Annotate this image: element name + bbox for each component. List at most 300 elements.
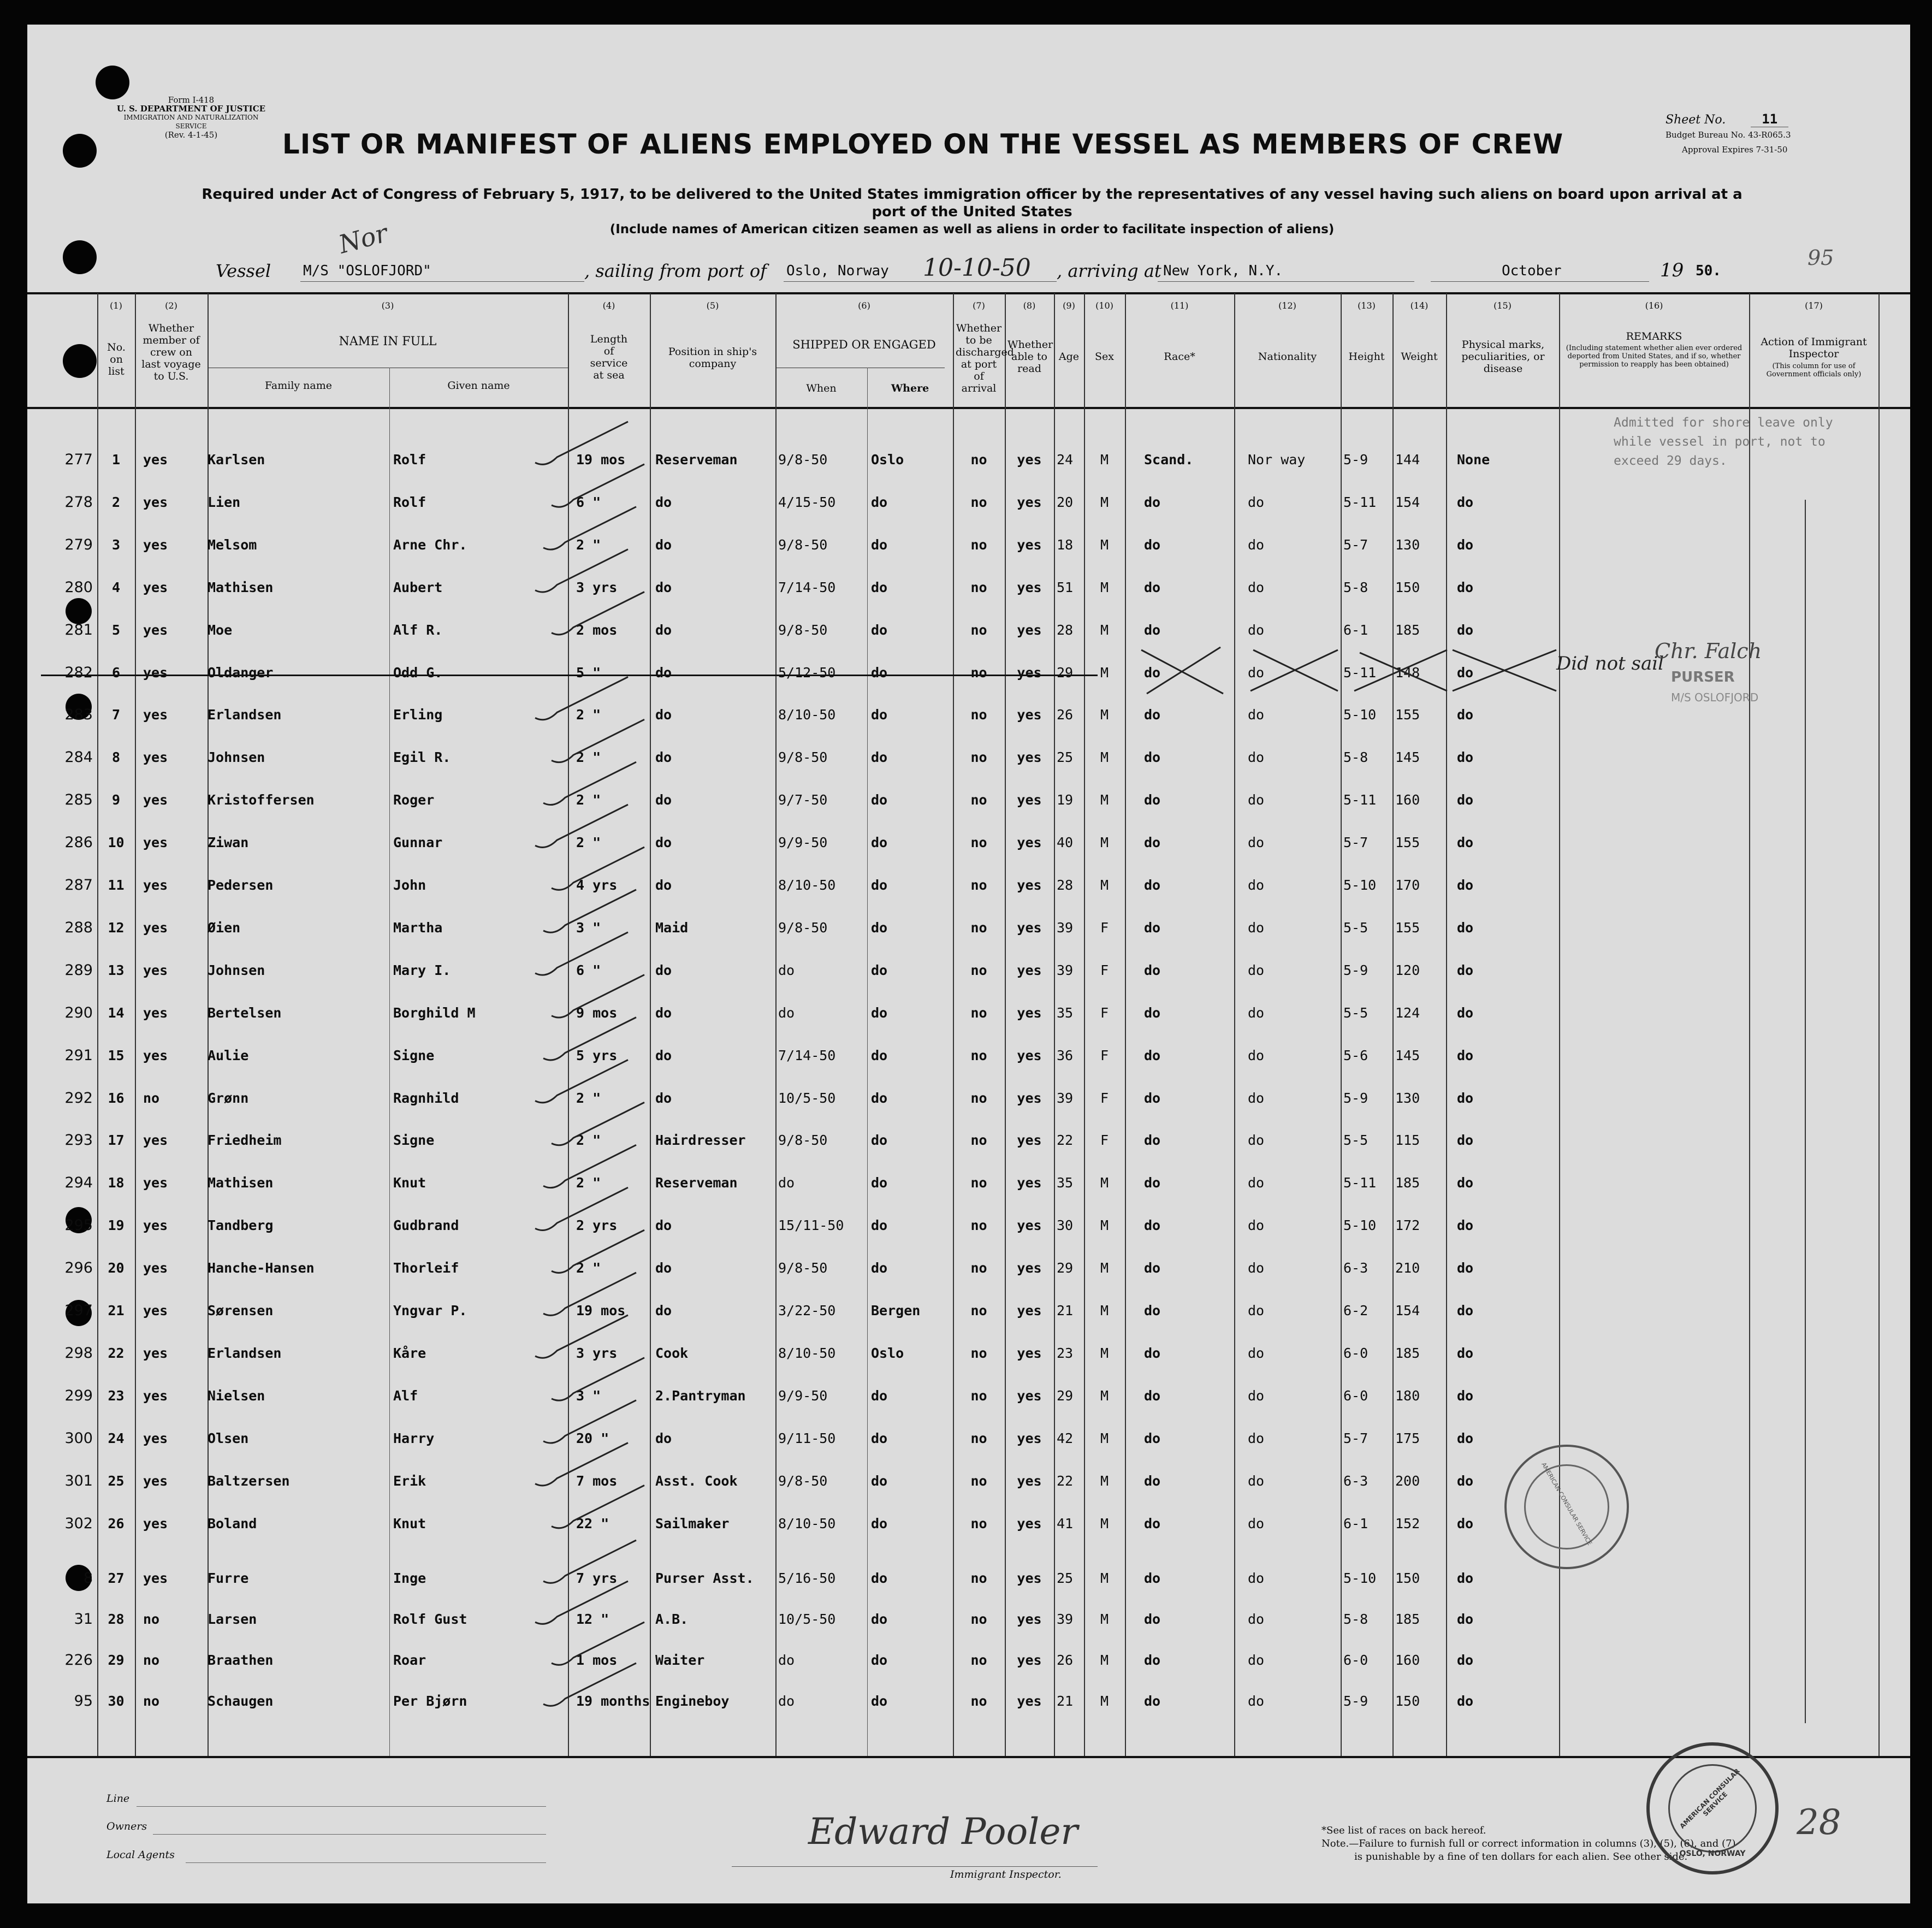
cell-marks: do (1457, 1090, 1474, 1106)
cell-when: 4/15-50 (778, 494, 836, 510)
corner-number: 95 (1807, 246, 1834, 270)
cell-nat: Nor way (1248, 452, 1306, 468)
cell-no: 20 (108, 1260, 125, 1276)
cell-sex: F (1100, 919, 1109, 936)
cell-sex: F (1100, 1090, 1109, 1106)
cell-prev: no (143, 1693, 160, 1709)
cell-prev: yes (143, 1387, 168, 1404)
sheet-info (1666, 112, 1873, 157)
cell-read: yes (1017, 1217, 1042, 1234)
cell-family: Nielsen (208, 1387, 265, 1404)
column-divider (1234, 293, 1235, 1756)
cell-no: 24 (108, 1430, 125, 1446)
cell-read: yes (1017, 536, 1042, 553)
form-dept: U. S. DEPARTMENT OF JUSTICE (116, 104, 266, 114)
cell-age: 22 (1057, 1472, 1074, 1489)
cell-age: 29 (1057, 664, 1074, 681)
cell-family: Hanche-Hansen (208, 1260, 315, 1276)
cell-race: do (1144, 622, 1161, 638)
cell-where: do (871, 1047, 888, 1063)
cell-marks: do (1457, 579, 1474, 595)
col6-num: (6) (858, 300, 870, 311)
cell-service: 2 " (576, 536, 601, 553)
cell-seq: 277 (64, 451, 93, 468)
check-mark (552, 1358, 644, 1400)
check-mark (535, 1581, 628, 1624)
vessel-name: M/S "OSLOFJORD" (303, 263, 431, 279)
local-agents-label: Local Agents (106, 1849, 175, 1861)
check-mark (552, 1102, 644, 1145)
cell-when: 3/22-50 (778, 1303, 836, 1318)
cell-read: yes (1017, 1515, 1042, 1531)
cell-given: Erling (393, 707, 443, 723)
cell-given: Rolf (393, 494, 426, 510)
cell-read: yes (1017, 962, 1042, 978)
cell-height: 6-3 (1343, 1260, 1368, 1276)
cell-disch: no (970, 962, 987, 978)
cell-marks: do (1457, 1132, 1474, 1149)
col5-header: Position in ship's company (668, 346, 757, 370)
arrival-port: New York, N.Y. (1163, 263, 1283, 279)
cell-height: 5-10 (1343, 1217, 1377, 1234)
cell-prev: yes (143, 1430, 168, 1446)
cell-weight: 145 (1395, 749, 1420, 766)
cell-age: 51 (1057, 579, 1074, 595)
cell-no: 25 (108, 1472, 125, 1489)
cell-disch: no (970, 1004, 987, 1021)
cell-where: do (871, 536, 888, 553)
cell-nat: do (1248, 1132, 1265, 1149)
cell-family: Øien (208, 919, 241, 936)
cell-nat: do (1248, 622, 1265, 638)
cell-where: do (871, 1260, 888, 1276)
cell-seq: 282 (64, 664, 93, 681)
column-divider (1084, 293, 1085, 1756)
cell-prev: no (143, 1611, 160, 1627)
cell-service: 1 mos (576, 1652, 618, 1668)
cell-race: do (1144, 1217, 1161, 1234)
cell-given: Kåre (393, 1345, 426, 1361)
column-divider (1005, 293, 1006, 1756)
cell-marks: do (1457, 1004, 1474, 1021)
cell-age: 21 (1057, 1303, 1074, 1318)
cell-age: 18 (1057, 536, 1074, 553)
cell-given: Gunnar (393, 835, 443, 851)
check-mark (552, 1486, 644, 1528)
check-mark (552, 1230, 644, 1273)
cell-given: Thorleif (393, 1260, 459, 1276)
cell-given: John (393, 877, 426, 893)
cell-nat: do (1248, 877, 1265, 893)
cell-weight: 155 (1395, 919, 1420, 936)
column-divider (208, 293, 209, 1756)
cell-given: Knut (393, 1175, 426, 1191)
cell-age: 39 (1057, 1611, 1074, 1627)
check-mark (552, 592, 644, 635)
col17-num: (17) (1805, 300, 1823, 311)
cell-prev: yes (143, 1004, 168, 1021)
check-mark (535, 1443, 628, 1486)
header-bottom-border (27, 407, 1910, 409)
cell-height: 5-11 (1343, 792, 1377, 808)
cell-marks: do (1457, 749, 1474, 766)
cell-no: 22 (108, 1345, 125, 1361)
punch-hole (63, 134, 97, 168)
cell-sex: M (1100, 1260, 1109, 1276)
consular-stamp-2 (1504, 1445, 1629, 1569)
page-title: LIST OR MANIFEST OF ALIENS EMPLOYED ON THE VESSEL AS MEMBERS OF CREW (282, 128, 1564, 160)
cell-marks: do (1457, 1387, 1474, 1404)
cell-height: 5-11 (1343, 664, 1377, 681)
cell-race: do (1144, 1345, 1161, 1361)
cell-service: 19 mos (576, 452, 626, 468)
cell-family: Aulie (208, 1047, 249, 1063)
cell-seq: 95 (74, 1693, 93, 1710)
cell-family: Tandberg (208, 1217, 274, 1234)
cell-read: yes (1017, 835, 1042, 851)
col7-num: (7) (973, 300, 985, 311)
cell-when: 9/7-50 (778, 792, 828, 808)
cell-position: A.B. (655, 1611, 689, 1627)
cell-weight: 150 (1395, 1693, 1420, 1709)
cell-no: 27 (108, 1570, 125, 1586)
column-divider (1392, 293, 1394, 1756)
col14-header: Weight (1401, 351, 1438, 363)
cell-age: 35 (1057, 1175, 1074, 1191)
cell-no: 15 (108, 1047, 125, 1063)
struck-stamp-sub: M/S OSLOFJORD (1671, 691, 1759, 704)
cell-sex: F (1100, 1132, 1109, 1149)
cell-disch: no (970, 452, 987, 468)
cell-when: 8/10-50 (778, 877, 836, 893)
check-mark (552, 464, 644, 507)
cell-where: do (871, 877, 888, 893)
cell-no: 18 (108, 1175, 125, 1191)
cell-weight: 120 (1395, 962, 1420, 978)
cell-age: 39 (1057, 962, 1074, 978)
col12-header: Nationality (1258, 351, 1317, 363)
cell-when: 9/8-50 (778, 452, 828, 468)
cell-race: do (1144, 749, 1161, 766)
cell-where: do (871, 622, 888, 638)
punch-hole (66, 598, 92, 624)
cell-height: 5-10 (1343, 1570, 1377, 1586)
cell-read: yes (1017, 792, 1042, 808)
cell-disch: no (970, 622, 987, 638)
cell-no: 4 (111, 579, 121, 595)
cell-no: 19 (108, 1217, 125, 1234)
cell-prev: yes (143, 1472, 168, 1489)
cell-weight: 185 (1395, 1345, 1420, 1361)
note-line-1: Note.—Failure to furnish full or correct information in columns (3), (5), (6), and (7) (1321, 1838, 1736, 1849)
col8-header: Whether able to read (1008, 339, 1053, 375)
cell-service: 19 months (576, 1693, 650, 1709)
cell-disch: no (970, 1132, 987, 1149)
cell-weight: 210 (1395, 1260, 1420, 1276)
cell-no: 16 (108, 1090, 125, 1106)
cell-disch: no (970, 1175, 987, 1191)
cell-age: 26 (1057, 707, 1074, 723)
cell-where: do (871, 1132, 888, 1149)
col15-header: Physical marks, peculiarities, or disease (1461, 339, 1545, 375)
cell-position: do (655, 1260, 672, 1276)
cell-race: do (1144, 1570, 1161, 1586)
cell-weight: 155 (1395, 707, 1420, 723)
arrival-year: 50. (1696, 263, 1721, 279)
col12-num: (12) (1278, 300, 1296, 311)
cell-where: do (871, 919, 888, 936)
cell-weight: 154 (1395, 494, 1420, 510)
cell-read: yes (1017, 1004, 1042, 1021)
cell-height: 5-9 (1343, 1090, 1368, 1106)
cell-where: do (871, 1570, 888, 1586)
column-divider (1878, 293, 1880, 1756)
cell-sex: M (1100, 494, 1109, 510)
cell-service: 2 " (576, 1175, 601, 1191)
cell-weight: 160 (1395, 792, 1420, 808)
cell-service: 19 mos (576, 1303, 626, 1318)
cell-height: 5-7 (1343, 835, 1368, 851)
cell-height: 5-8 (1343, 1611, 1368, 1627)
cell-prev: yes (143, 919, 168, 936)
cell-age: 36 (1057, 1047, 1074, 1063)
cell-service: 5 yrs (576, 1047, 618, 1063)
cell-position: do (655, 962, 672, 978)
cell-prev: yes (143, 622, 168, 638)
cell-sex: M (1100, 452, 1109, 468)
check-mark (535, 549, 628, 592)
cell-family: Melsom (208, 536, 257, 553)
struck-signature: Chr. Falch (1655, 639, 1762, 663)
check-mark (535, 805, 628, 847)
cell-family: Boland (208, 1515, 257, 1531)
cell-family: Friedheim (208, 1132, 282, 1149)
cell-height: 6-2 (1343, 1303, 1368, 1318)
cell-sex: M (1100, 1693, 1109, 1709)
cell-position: do (655, 1217, 672, 1234)
cell-prev: yes (143, 1217, 168, 1234)
check-mark (535, 422, 628, 464)
cell-prev: yes (143, 494, 168, 510)
cell-given: Arne Chr. (393, 536, 467, 553)
cell-sex: M (1100, 622, 1109, 638)
year-prefix: 19 (1660, 259, 1684, 281)
cell-sex: M (1100, 1303, 1109, 1318)
cell-given: Egil R. (393, 749, 451, 766)
cell-prev: yes (143, 707, 168, 723)
cell-read: yes (1017, 1303, 1042, 1318)
cell-no: 3 (111, 536, 121, 553)
vessel-label: Vessel (216, 261, 271, 281)
check-mark (535, 677, 628, 719)
inspector-signature: Edward Pooler (808, 1811, 1078, 1853)
cell-disch: no (970, 1303, 987, 1318)
cell-weight: 175 (1395, 1430, 1420, 1446)
cell-when: 9/8-50 (778, 622, 828, 638)
cell-no: 6 (111, 664, 121, 681)
cell-where: do (871, 1387, 888, 1404)
cell-read: yes (1017, 1472, 1042, 1489)
cell-service: 6 " (576, 494, 601, 510)
cell-nat: do (1248, 1570, 1265, 1586)
cell-read: yes (1017, 579, 1042, 595)
cell-read: yes (1017, 1387, 1042, 1404)
cell-where: Bergen (871, 1303, 921, 1318)
sailing-label: , sailing from port of (584, 261, 767, 281)
cell-height: 6-1 (1343, 1515, 1368, 1531)
col15-num: (15) (1494, 300, 1512, 311)
cell-marks: None (1457, 452, 1490, 468)
col6-header: SHIPPED OR ENGAGED (792, 338, 936, 351)
col11-num: (11) (1170, 300, 1189, 311)
cell-no: 1 (111, 452, 121, 468)
note-line-2: is punishable by a fine of ten dollars for each alien. See other side. (1354, 1851, 1688, 1862)
cell-position: do (655, 536, 672, 553)
cell-seq: 280 (64, 578, 93, 596)
cell-position: Sailmaker (655, 1515, 730, 1531)
cell-age: 41 (1057, 1515, 1074, 1531)
cell-given: Inge (393, 1570, 426, 1586)
arrival-underline (1158, 281, 1414, 282)
cell-height: 5-8 (1343, 749, 1368, 766)
cell-disch: no (970, 1515, 987, 1531)
cell-seq: 284 (64, 749, 93, 766)
cell-seq: 295 (64, 1217, 93, 1234)
cell-race: do (1144, 664, 1161, 681)
cell-weight: 185 (1395, 1611, 1420, 1627)
cell-weight: 154 (1395, 1303, 1420, 1318)
check-mark (543, 1145, 636, 1187)
column-divider (97, 293, 98, 1756)
cell-nat: do (1248, 1652, 1265, 1668)
cell-age: 40 (1057, 835, 1074, 851)
col13-num: (13) (1358, 300, 1376, 311)
col6-where-header: Where (891, 382, 929, 394)
col2-num: (2) (165, 300, 177, 311)
cell-nat: do (1248, 1387, 1265, 1404)
cell-family: Oldanger (208, 664, 274, 681)
cell-sex: M (1100, 749, 1109, 766)
cell-race: do (1144, 919, 1161, 936)
cell-marks: do (1457, 962, 1474, 978)
cell-weight: 115 (1395, 1132, 1420, 1149)
cell-where: do (871, 1611, 888, 1627)
cell-nat: do (1248, 1472, 1265, 1489)
cell-read: yes (1017, 1090, 1042, 1106)
cell-sex: M (1100, 1611, 1109, 1627)
cell-family: Mathisen (208, 1175, 274, 1191)
cell-marks: do (1457, 919, 1474, 936)
cell-weight: 152 (1395, 1515, 1420, 1531)
cell-height: 5-9 (1343, 452, 1368, 468)
cell-sex: F (1100, 962, 1109, 978)
cell-race: do (1144, 835, 1161, 851)
inspector-vertical-mark (1805, 500, 1806, 1723)
cell-sex: M (1100, 1217, 1109, 1234)
cell-disch: no (970, 1260, 987, 1276)
cell-race: do (1144, 1175, 1161, 1191)
cell-service: 7 yrs (576, 1570, 618, 1586)
cell-read: yes (1017, 749, 1042, 766)
cell-nat: do (1248, 1345, 1265, 1361)
cell-nat: do (1248, 835, 1265, 851)
cell-position: do (655, 707, 672, 723)
sheet-number: 11 (1751, 111, 1788, 127)
cell-read: yes (1017, 1345, 1042, 1361)
cell-prev: yes (143, 1047, 168, 1063)
sheet-label: Sheet No. (1666, 113, 1726, 127)
cell-height: 5-5 (1343, 919, 1368, 936)
cell-where: do (871, 962, 888, 978)
cell-race: do (1144, 579, 1161, 595)
cell-given: Alf (393, 1387, 418, 1404)
cell-nat: do (1248, 1303, 1265, 1318)
cell-race: do (1144, 1693, 1161, 1709)
cell-weight: 130 (1395, 1090, 1420, 1106)
cell-service: 5 " (576, 664, 601, 681)
cell-race: do (1144, 1387, 1161, 1404)
cell-family: Moe (208, 622, 233, 638)
col16-header: REMARKS (1626, 330, 1682, 342)
cell-nat: do (1248, 494, 1265, 510)
cell-height: 6-0 (1343, 1652, 1368, 1668)
cell-no: 5 (111, 622, 121, 638)
cell-family: Johnsen (208, 749, 265, 766)
cell-where: do (871, 1090, 888, 1106)
cell-height: 5-11 (1343, 1175, 1377, 1191)
cell-disch: no (970, 1570, 987, 1586)
cell-no: 29 (108, 1652, 125, 1668)
cell-when: 9/8-50 (778, 749, 828, 766)
cell-family: Johnsen (208, 962, 265, 978)
cell-read: yes (1017, 1175, 1042, 1191)
race-footnote: *See list of races on back hereof. (1321, 1825, 1486, 1836)
check-mark (552, 847, 644, 890)
cell-service: 2 " (576, 835, 601, 851)
consular-stamp-2-text: AMERICAN CONSULAR SERVICE (1540, 1461, 1593, 1547)
col10-num: (10) (1095, 300, 1113, 311)
cell-weight: 172 (1395, 1217, 1420, 1234)
col9-num: (9) (1063, 300, 1075, 311)
cell-position: Maid (655, 919, 689, 936)
struck-note: Did not sail (1556, 653, 1664, 675)
cell-marks: do (1457, 1217, 1474, 1234)
cell-seq: 300 (64, 1429, 93, 1447)
cell-where: do (871, 579, 888, 595)
cell-sex: M (1100, 664, 1109, 681)
cell-no: 17 (108, 1132, 125, 1149)
cell-prev: yes (143, 792, 168, 808)
cell-position: do (655, 1430, 672, 1446)
cell-height: 5-8 (1343, 579, 1368, 595)
cell-disch: no (970, 579, 987, 595)
cell-race: do (1144, 1132, 1161, 1149)
cell-height: 5-5 (1343, 1004, 1368, 1021)
cell-read: yes (1017, 622, 1042, 638)
cell-disch: no (970, 1472, 987, 1489)
cell-where: Oslo (871, 452, 904, 468)
cell-age: 29 (1057, 1260, 1074, 1276)
column-divider (389, 368, 390, 1756)
cell-given: Ragnhild (393, 1090, 459, 1106)
cell-when: 10/5-50 (778, 1611, 836, 1627)
cell-sex: M (1100, 1515, 1109, 1531)
cell-disch: no (970, 1345, 987, 1361)
subtitle-line-3: (Include names of American citizen seamen as well as aliens in order to facilitate inspection of aliens) (609, 222, 1335, 236)
cell-marks: do (1457, 664, 1474, 681)
cell-service: 2 " (576, 1132, 601, 1149)
col10-header: Sex (1095, 351, 1114, 363)
